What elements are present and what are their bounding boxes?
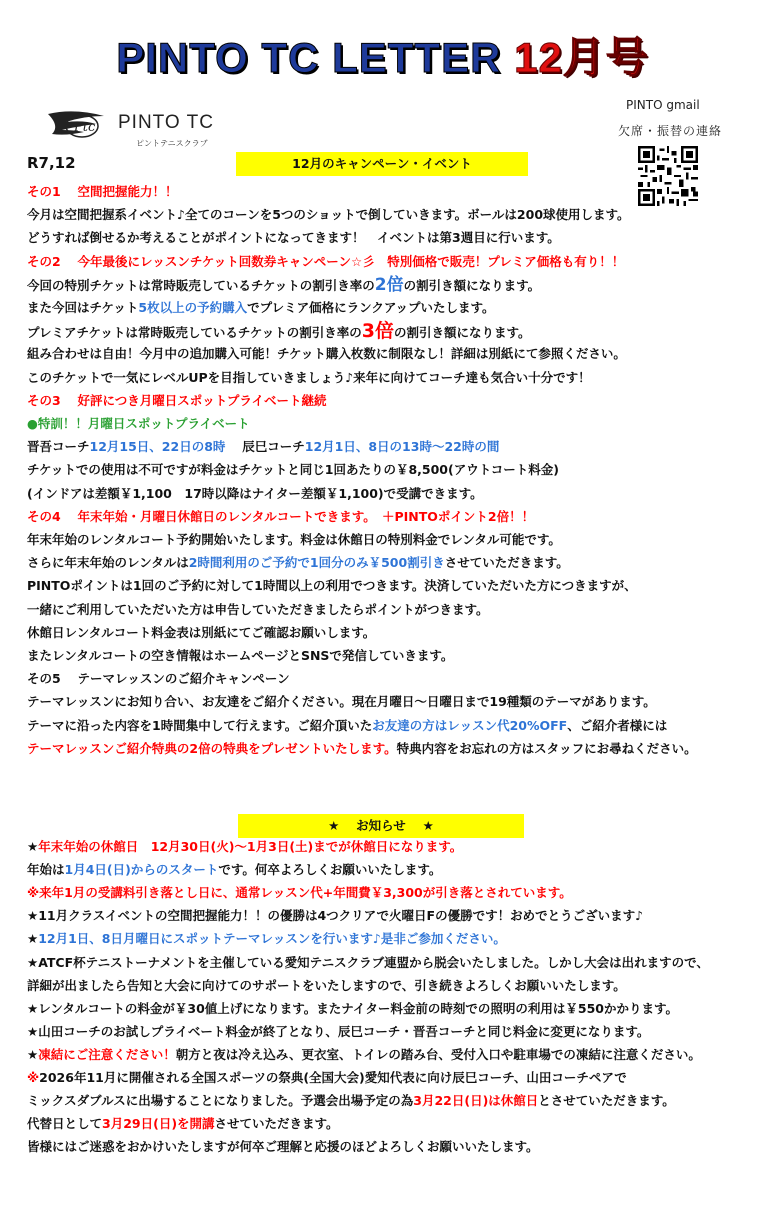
logo-name: PINTO TC [118, 112, 214, 133]
campaign-banner: 12月のキャンペーン・イベント [236, 152, 528, 176]
campaign-line [27, 529, 561, 551]
text-segment: どうすれば倒せるか考えることがポイントになってきます！ イベントは第3週目に行います。 [27, 230, 560, 246]
text-segment: 3倍 [361, 320, 394, 343]
text-segment: ★11月クラスイベントの空間把握能力！！の優勝は4つクリアで火曜日Fの優勝です！おめでとうございます♪ [27, 908, 644, 924]
text-segment: 代替日として [27, 1116, 103, 1132]
text-segment: その4 年末年始・月曜日休館日のレンタルコートできます。 ＋PINTOポイント2倍！！ [27, 508, 535, 524]
text-segment: させていただきます。 [214, 1116, 339, 1132]
svg-text:Ptc: Ptc [74, 120, 96, 135]
text-segment: 晋吾コーチ [27, 439, 90, 455]
text-segment: 2時間利用のご予約で1回分のみ￥500割引き [188, 555, 445, 571]
campaign-line [27, 645, 453, 667]
text-segment: その2 今年最後にレッスンチケット回数券キャンペーン☆彡 特別価格で販売！プレミア価格も有り！！ [27, 253, 625, 269]
campaign-line [27, 622, 375, 644]
text-segment: プレミアチケットは常時販売しているチケットの割引き率の [27, 325, 362, 341]
campaign-line [27, 691, 656, 713]
campaign-line [27, 343, 626, 365]
text-segment: 休館日レンタルコート料金表は別紙にてご確認お願いします。 [27, 624, 376, 640]
campaign-line [27, 552, 569, 574]
text-segment: テーマレッスンご紹介特典の2倍の特典をプレゼントいたします。 [27, 740, 397, 756]
notice-line [27, 1021, 649, 1043]
notice-line [27, 952, 709, 974]
text-segment: でプレミア価格にランクアップいたします。 [247, 300, 495, 315]
text-segment: また今回はチケット [27, 300, 139, 315]
campaign-line [27, 715, 667, 737]
text-segment: その3 好評につき月曜日スポットプライベート継続 [27, 392, 327, 408]
text-segment: 今回の特別チケットは常時販売しているチケットの割引き率の [27, 277, 375, 293]
text-segment: 朝方と夜は冷え込み、更衣室、トイレの踏み台、受付入口や駐車場での凍結に注意ください。 [175, 1046, 701, 1062]
notice-line [27, 1113, 339, 1135]
text-segment: 、ご紹介者様には [567, 717, 668, 733]
text-segment: テーマに沿った内容を1時間集中して行えます。ご紹介頂いた [27, 717, 373, 733]
text-segment: 2倍 [374, 274, 404, 295]
campaign-line [27, 483, 483, 505]
text-segment: ★ [27, 1046, 39, 1062]
campaign-line [27, 181, 178, 203]
campaign-line [27, 297, 494, 319]
campaign-line [27, 204, 630, 226]
notice-line [27, 859, 441, 881]
text-segment: PINTOポイントは1回のご予約に対して1時間以上の利用でつきます。決済していただいた方につきますが、 [27, 578, 637, 594]
qr-code-icon[interactable] [638, 146, 698, 206]
text-segment: その5 テーマレッスンのご紹介キャンペーン [27, 671, 290, 687]
gmail-label: PINTO gmail [626, 98, 700, 112]
text-segment: 3月29日(日)を開講 [102, 1116, 215, 1132]
notice-line [27, 836, 462, 858]
notice-line [27, 882, 572, 904]
text-segment: ★ [27, 839, 39, 854]
text-segment: 12月1日、8日の13時〜22時の間 [304, 439, 500, 455]
text-segment: お友達の方はレッスン代20%OFF [372, 717, 568, 733]
text-segment: 辰巳コーチ [225, 439, 305, 455]
text-segment: ★ [27, 931, 39, 947]
notice-line [27, 998, 678, 1020]
club-logo [44, 104, 214, 150]
notice-line [27, 1044, 701, 1066]
campaign-line [27, 227, 560, 249]
text-segment: ★レンタルコートの料金が￥30値上げになります。またナイター料金前の時刻での照明の利用は￥550かかります。 [27, 1000, 679, 1016]
text-segment: その1 空間把握能力！！ [27, 184, 178, 199]
notice-line [27, 1090, 675, 1112]
issue-date: R7,12 [27, 154, 76, 172]
campaign-line [27, 367, 591, 389]
text-segment: 凍結にご注意ください！ [38, 1046, 176, 1062]
text-segment: 12月1日、8日月曜日にスポットテーマレッスンを行います♪是非ご参加ください。 [38, 931, 506, 947]
notice-line [27, 975, 626, 997]
campaign-line [27, 599, 489, 621]
campaign-line [27, 251, 624, 273]
notice-line [27, 1136, 539, 1158]
text-segment: ★山田コーチのお試しプライベート料金が終了となり、辰巳コーチ・晋吾コーチと同じ料金に変更になります。 [27, 1023, 650, 1039]
notice-line [27, 905, 643, 927]
notice-banner: ★ お知らせ ★ [238, 814, 524, 838]
logo-subtitle: ピントテニスクラブ [136, 139, 208, 148]
text-segment: です。何卒よろしくお願いいたします。 [218, 862, 442, 878]
text-segment: とさせていただきます。 [538, 1093, 675, 1109]
text-segment: 2026年11月に開催される全国スポーツの祭典(全国大会)愛知代表に向け辰巳コーチ、山田コーチペアで [39, 1070, 627, 1085]
text-segment: 一緒にご利用していただいた方は申告していただきましたらポイントがつきます。 [27, 601, 489, 617]
text-segment: 12月15日、22日の8時 [89, 439, 226, 455]
text-segment: の割引き額になります。 [403, 277, 541, 293]
notice-line [27, 928, 506, 950]
text-segment: させていただきます。 [444, 555, 569, 571]
campaign-line [27, 459, 559, 481]
campaign-line [27, 575, 637, 597]
campaign-line [27, 506, 534, 528]
text-segment: 1月4日(日)からのスタート [64, 862, 219, 878]
campaign-line [27, 413, 250, 435]
title-month: 12月号 [514, 34, 649, 81]
campaign-line [27, 274, 540, 297]
text-segment: 年始は [27, 862, 65, 878]
campaign-line [27, 436, 499, 458]
newsletter-title [0, 30, 765, 86]
text-segment: ※ [27, 1070, 40, 1085]
campaign-line [27, 320, 531, 344]
campaign-line [27, 668, 290, 690]
text-segment: テーマレッスンにお知り合い、お友達をご紹介ください。現在月曜日〜日曜日まで19種類のテーマがあります。 [27, 694, 656, 710]
campaign-line [27, 738, 697, 760]
text-segment: ※来年1月の受講料引き落とし日に、通常レッスン代+年間費￥3,300が引き落とされています。 [27, 885, 572, 901]
text-segment: 年末年始のレンタルコート予約開始いたします。料金は休館日の特別料金でレンタル可能です。 [27, 532, 561, 547]
text-segment: 今月は空間把握系イベント♪全てのコーンを5つのショットで倒していきます。ボールは200球使用します。 [27, 207, 630, 223]
contact-label: 欠席・振替の連絡 [618, 124, 723, 138]
text-segment: 年末年始の休館日 12月30日(火)〜1月3日(土)までが休館日になります。 [38, 839, 463, 854]
text-segment: 皆様にはご迷惑をおかけいたしますが何卒ご理解と応援のほどよろしくお願いいたします。 [27, 1139, 539, 1155]
text-segment: 5枚以上の予約購入 [138, 300, 248, 315]
text-segment: (インドアは差額￥1,100 17時以降はナイター差額￥1,100)で受講できます。 [27, 485, 483, 501]
text-segment: 詳細が出ましたら告知と大会に向けてのサポートをいたしますので、引き続きよろしくお願いいたします。 [27, 977, 626, 993]
text-segment: またレンタルコートの空き情報はホームページとSNSで発信していきます。 [27, 648, 454, 663]
text-segment: さらに年末年始のレンタルは [27, 555, 189, 571]
text-segment: このチケットで一気にレベルUPを目指していきましょう♪来年に向けてコーチ達も気合い十分です！ [27, 369, 591, 385]
text-segment: 組み合わせは自由！今月中の追加購入可能！チケット購入枚数に制限なし！詳細は別紙にて参照ください。 [27, 346, 626, 362]
text-segment: 特典内容をお忘れの方はスタッフにお尋ねください。 [396, 740, 697, 756]
notice-line [27, 1067, 627, 1089]
text-segment: の割引き額になります。 [394, 325, 531, 341]
text-segment: ★ATCF杯テニストーナメントを主催している愛知テニスクラブ連盟から脱会いたしました。しかし大会は出れますので、 [27, 954, 709, 970]
text-segment: ●特訓！！月曜日スポットプライベート [27, 416, 250, 431]
text-segment: チケットでの使用は不可ですが料金はチケットと同じ1回あたりの￥8,500(アウトコート料金) [27, 462, 559, 478]
text-segment: ミックスダブルスに出場することになりました。予選会出場予定の為 [27, 1093, 414, 1109]
wing-logo-icon [44, 104, 120, 144]
campaign-line [27, 390, 327, 412]
text-segment: 3月22日(日)は休館日 [413, 1093, 539, 1109]
title-english: PINTO TC LETTER [116, 34, 502, 81]
